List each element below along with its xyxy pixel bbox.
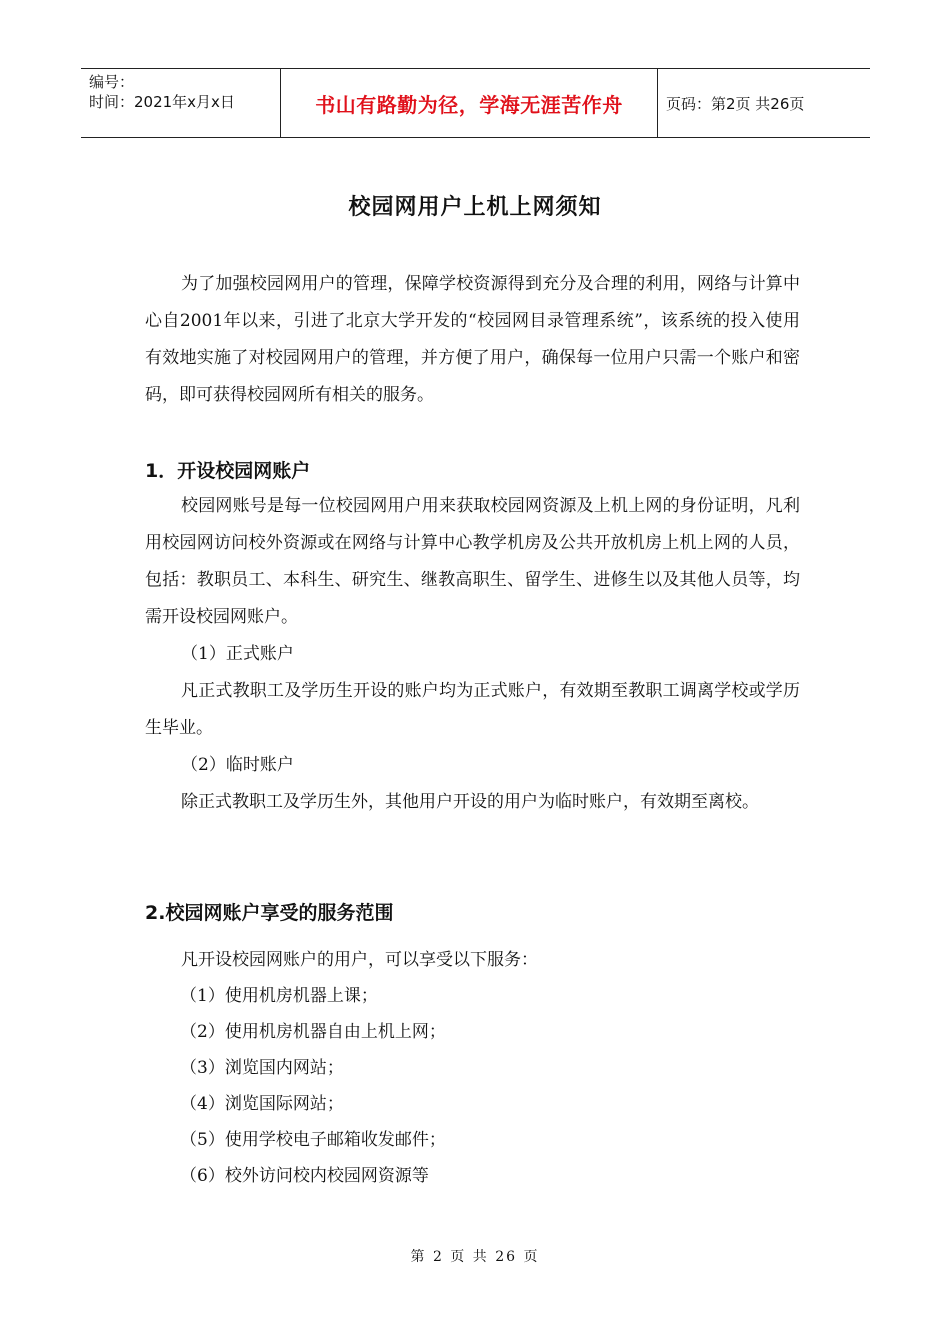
time-label: 时间：2021年x月x日 [89, 93, 235, 111]
sub1-text: 凡正式教职工及学历生开设的账户均为正式账户，有效期至教职工调离学校或学历生毕业。 [145, 681, 800, 738]
page-footer: 第 2 页 共 26 页 [410, 1249, 540, 1265]
list-item: （1）使用机房机器上课； [180, 986, 378, 1006]
sub1-label: （1）正式账户 [181, 644, 294, 664]
sub2-label: （2）临时账户 [181, 755, 294, 775]
intro-paragraph: 为了加强校园网用户的管理，保障学校资源得到充分及合理的利用，网络与计算中心自2001年以来，引进了北京大学开发的“校园网目录管理系统”，该系统的投入使用有效地实施了对校园网用户的管理，并方便了用户，确保每一位用户只需一个账户和密码，即可获得校园网所有相关的服务。 [145, 274, 800, 405]
section2-heading: 2.校园网账户享受的服务范围 [145, 902, 394, 924]
section1-paragraph: 校园网账号是每一位校园网用户用来获取校园网资源及上机上网的身份证明，凡利用校园网访问校外资源或在网络与计算中心教学机房及公共开放机房上机上网的人员，包括：教职员工、本科生、研究生、继教高职生、留学生、进修生以及其他人员等，均需开设校园网账户。 [145, 496, 800, 627]
list-item: （5）使用学校电子邮箱收发邮件； [180, 1130, 446, 1150]
section2-intro-block [145, 942, 800, 979]
sub2-text: 除正式教职工及学历生外，其他用户开设的用户为临时账户，有效期至离校。 [181, 792, 759, 812]
list-item: （6）校外访问校内校园网资源等 [180, 1166, 429, 1186]
header-table [81, 68, 870, 138]
list-item: （2）使用机房机器自由上机上网； [180, 1022, 446, 1042]
section2-intro: 凡开设校园网账户的用户，可以享受以下服务： [181, 950, 538, 970]
section1-block [145, 488, 800, 821]
intro-block [145, 266, 800, 414]
header-motto: 书山有路勤为径，学海无涯苦作舟 [281, 69, 658, 137]
header-page-code: 页码：第2页 共26页 [666, 94, 805, 113]
list-item: （3）浏览国内网站； [180, 1058, 344, 1078]
document-title: 校园网用户上机上网须知 [348, 195, 602, 220]
list-item: （4）浏览国际网站； [180, 1094, 344, 1114]
section1-heading: 1．开设校园网账户 [145, 460, 311, 482]
number-label: 编号： [89, 73, 135, 91]
header-info-cell [81, 69, 281, 137]
